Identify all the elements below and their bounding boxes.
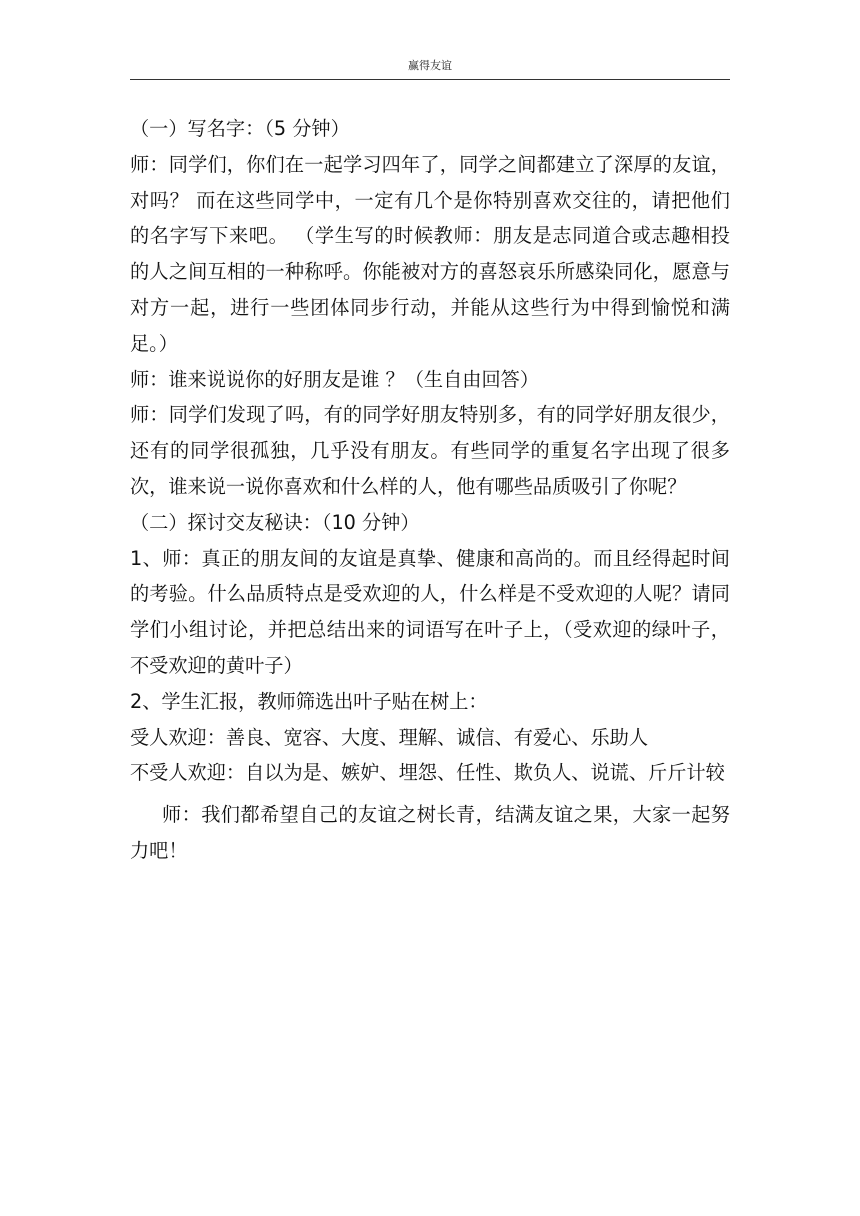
paragraph-discovery: 师：同学们发现了吗，有的同学好朋友特别多，有的同学好朋友很少，还有的同学很孤独，几乎没有朋友。有些同学的重复名字出现了很多次，谁来说一说你喜欢和什么样的人，他有哪些品质吸引了你呢？ [130, 403, 730, 498]
document-body [130, 111, 730, 869]
paragraph-teacher-intro: 师：同学们，你们在一起学习四年了，同学之间都建立了深厚的友谊，对吗？ 而在这些同学中，一定有几个是你特别喜欢交往的，请把他们的名字写下来吧。 （学生写的时候教师：朋友是志同道合或志趣相投的人之间互相的一种称呼。你能被对方的喜怒哀乐所感染同化，愿意与对方一起，进行一些团体同步行动，并能从这些行为中得到愉悦和满足。） [130, 152, 730, 355]
header-divider [130, 79, 730, 80]
paragraph-step-1: 1、师：真正的朋友间的友谊是真挚、健康和高尚的。而且经得起时间的考验。什么品质特点是受欢迎的人，什么样是不受欢迎的人呢？请同学们小组讨论，并把总结出来的词语写在叶子上，（受欢迎的绿叶子，不受欢迎的黄叶子） [130, 546, 730, 677]
section-heading-write-names: （一）写名字：（5 分钟） [130, 117, 350, 140]
paragraph-popular-traits: 受人欢迎：善良、宽容、大度、理解、诚信、有爱心、乐助人 [130, 725, 649, 749]
paragraph-closing: 师：我们都希望自己的友谊之树长青，结满友谊之果，大家一起努力吧！ [130, 803, 730, 862]
section-heading-friendship-secrets: （二）探讨交友秘诀：（10 分钟） [130, 510, 420, 534]
paragraph-unpopular-traits: 不受人欢迎：自以为是、嫉妒、埋怨、任性、欺负人、说谎、斤斤计较 [130, 761, 725, 785]
paragraph-who-is-friend: 师：谁来说说你的好朋友是谁 ？（生自由回答） [130, 367, 540, 391]
paragraph-step-2: 2、学生汇报，教师筛选出叶子贴在树上： [130, 689, 488, 713]
page-header: 赢得友谊 [408, 59, 452, 72]
